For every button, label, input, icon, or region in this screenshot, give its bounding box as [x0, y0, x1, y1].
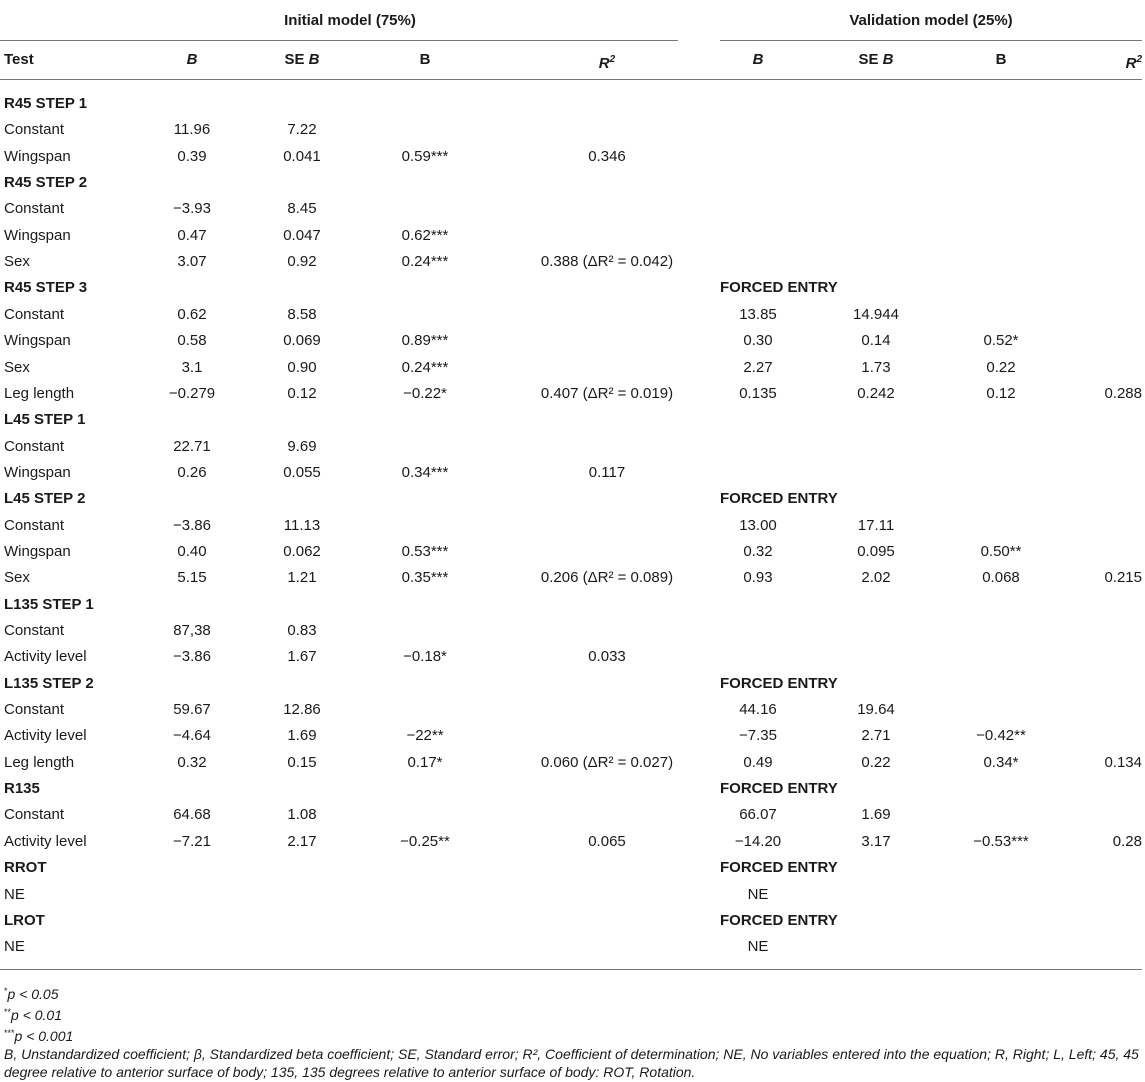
initial-se-b-cell: 9.69 [287, 437, 317, 455]
row-label: Sex [4, 358, 30, 376]
footnote-p01: **p < 0.01 [4, 1007, 63, 1023]
initial-b-cell: 3.07 [177, 253, 207, 271]
row-label: NE [4, 938, 25, 956]
initial-se-b-cell: 0.062 [283, 542, 321, 560]
section-row [0, 855, 1145, 881]
initial-se-b-cell: 1.08 [287, 806, 317, 824]
row-label: Wingspan [4, 147, 71, 165]
table-row [0, 302, 1145, 328]
initial-b-cell: 22.71 [173, 437, 211, 455]
validation-group-rule [720, 40, 1142, 41]
val-col-beta: B [995, 51, 1007, 68]
forced-entry-label: FORCED ENTRY [720, 911, 838, 929]
val-col-b: B [752, 51, 764, 68]
val-col-se-b: SE B [858, 51, 894, 68]
validation-r2-cell: 0.215 [1104, 569, 1142, 587]
footnotes [4, 982, 1139, 1081]
validation-se-b-cell: 17.11 [857, 516, 895, 534]
validation-beta-cell: 0.50** [980, 542, 1022, 560]
initial-beta-cell: 0.62*** [401, 226, 449, 244]
validation-se-b-cell: 2.02 [861, 569, 891, 587]
col-se-b: SE B [284, 51, 320, 68]
initial-beta-cell: 0.34*** [401, 463, 449, 481]
validation-beta-cell: 0.22 [986, 358, 1016, 376]
initial-se-b-cell: 1.21 [287, 569, 317, 587]
col-beta: B [419, 51, 431, 68]
initial-b-cell: −0.279 [168, 384, 216, 402]
row-label: Constant [4, 121, 65, 139]
validation-se-b-cell: 3.17 [861, 832, 891, 850]
col-test: Test [4, 51, 34, 68]
table-row [0, 117, 1145, 143]
initial-b-cell: 0.62 [177, 305, 207, 323]
row-label: Constant [4, 701, 65, 719]
validation-beta-cell: 0.52* [983, 332, 1019, 350]
validation-r2-cell: 0.288 [1104, 384, 1142, 402]
table-row [0, 934, 1145, 960]
validation-b-cell: 13.85 [739, 305, 777, 323]
initial-group-rule [0, 40, 678, 41]
validation-b-cell: 2.27 [743, 358, 773, 376]
row-label: Constant [4, 516, 65, 534]
initial-r2-cell: 0.407 (ΔR² = 0.019) [540, 384, 674, 402]
initial-se-b-cell: 0.83 [287, 622, 317, 639]
initial-beta-cell: −22** [406, 727, 444, 745]
section-row [0, 486, 1145, 512]
section-row [0, 776, 1145, 802]
section-row [0, 592, 1145, 618]
initial-se-b-cell: 2.17 [287, 832, 317, 850]
table-row [0, 355, 1145, 381]
initial-b-cell: 0.32 [177, 753, 207, 771]
validation-beta-cell: 0.12 [986, 384, 1016, 402]
row-label: Constant [4, 437, 65, 455]
initial-se-b-cell: 7.22 [287, 121, 317, 139]
table-row [0, 829, 1145, 855]
section-row [0, 908, 1145, 934]
forced-entry-label: FORCED ENTRY [720, 859, 838, 877]
validation-b-cell: 0.30 [743, 332, 773, 350]
initial-beta-cell: −0.25** [400, 832, 450, 850]
validation-se-b-cell: 0.22 [861, 753, 891, 771]
row-label: Sex [4, 253, 30, 271]
row-label: Wingspan [4, 332, 71, 350]
initial-se-b-cell: 0.069 [283, 332, 321, 350]
validation-b-cell: 0.135 [739, 384, 777, 402]
initial-b-cell: 87,38 [173, 622, 211, 639]
table-row [0, 249, 1145, 275]
initial-beta-cell: 0.53*** [401, 542, 449, 560]
row-label: NE [4, 885, 25, 903]
validation-b-cell: 0.32 [743, 542, 773, 560]
initial-se-b-cell: 0.90 [287, 358, 317, 376]
initial-b-cell: 0.40 [177, 542, 207, 560]
initial-se-b-cell: 12.86 [283, 701, 321, 719]
column-header-row [0, 47, 1145, 73]
footnote-abbreviations: B, Unstandardized coefficient; β, Standardized beta coefficient; SE, Standard error; R², Coefficient of determination; NE, No variables entered into the equation; R, Right; L, Left; 45, 45 degree relative to anterior surface of body; 135, 135 degrees relative to anterior surface of body: ROT, Rotation. [4, 1046, 1139, 1080]
section-label: LROT [4, 911, 45, 929]
initial-b-cell: 0.26 [177, 463, 207, 481]
validation-se-b-cell: 14.944 [853, 305, 899, 323]
col-b: B [186, 51, 198, 68]
row-label: Leg length [4, 753, 75, 771]
initial-r2-cell: 0.388 (ΔR² = 0.042) [540, 253, 674, 271]
validation-b-cell: NE [747, 885, 769, 903]
section-row [0, 275, 1145, 301]
validation-se-b-cell: 0.242 [857, 384, 895, 402]
section-label: R45 STEP 3 [4, 279, 88, 297]
table-row [0, 802, 1145, 828]
initial-beta-cell: 0.24*** [401, 253, 449, 271]
initial-beta-cell: 0.89*** [401, 332, 449, 350]
initial-b-cell: 59.67 [173, 701, 211, 719]
validation-se-b-cell: 1.69 [861, 806, 891, 824]
initial-se-b-cell: 1.67 [287, 648, 317, 666]
initial-b-cell: −3.86 [173, 648, 211, 666]
table-row [0, 434, 1145, 460]
initial-se-b-cell: 1.69 [287, 727, 317, 745]
table-row [0, 723, 1145, 749]
initial-se-b-cell: 8.58 [287, 305, 317, 323]
validation-b-cell: −7.35 [739, 727, 777, 745]
val-col-r2: $R^2$ [1125, 54, 1142, 72]
row-label: Activity level [4, 832, 87, 850]
row-label: Sex [4, 569, 30, 587]
row-label: Wingspan [4, 463, 71, 481]
validation-beta-cell: −0.53*** [973, 832, 1029, 850]
section-label: R135 [4, 780, 40, 798]
initial-r2-cell: 0.033 [588, 648, 626, 666]
initial-beta-cell: 0.24*** [401, 358, 449, 376]
table-row [0, 328, 1145, 354]
section-row [0, 91, 1145, 117]
initial-se-b-cell: 0.055 [283, 463, 321, 481]
section-row [0, 671, 1145, 697]
initial-b-cell: 0.39 [177, 147, 207, 165]
initial-se-b-cell: 0.12 [287, 384, 317, 402]
row-label: Activity level [4, 727, 87, 745]
validation-b-cell: 44.16 [739, 701, 777, 719]
initial-beta-cell: 0.17* [407, 753, 443, 771]
table-row [0, 644, 1145, 670]
row-label: Constant [4, 305, 65, 323]
section-label: L135 STEP 2 [4, 674, 94, 692]
table-row [0, 618, 1145, 644]
validation-r2-cell: 0.28 [1112, 832, 1142, 850]
header-rule [0, 79, 1142, 80]
row-label: Constant [4, 806, 65, 824]
validation-beta-cell: 0.34* [983, 753, 1019, 771]
row-label: Activity level [4, 648, 87, 666]
forced-entry-label: FORCED ENTRY [720, 674, 838, 692]
initial-b-cell: −3.93 [173, 200, 211, 218]
table-row [0, 144, 1145, 170]
footnote-p05: *p < 0.05 [4, 986, 59, 1002]
row-label: Wingspan [4, 542, 71, 560]
table-row [0, 223, 1145, 249]
initial-r2-cell: 0.060 (ΔR² = 0.027) [540, 753, 674, 771]
validation-b-cell: 13.00 [739, 516, 777, 534]
table-row [0, 460, 1145, 486]
validation-b-cell: 0.93 [743, 569, 773, 587]
row-label: Constant [4, 622, 65, 639]
row-label: Constant [4, 200, 65, 218]
forced-entry-label: FORCED ENTRY [720, 279, 838, 297]
section-label: R45 STEP 2 [4, 174, 88, 192]
footnote-p001: ***p < 0.001 [4, 1028, 74, 1044]
initial-b-cell: −4.64 [173, 727, 211, 745]
initial-se-b-cell: 11.13 [283, 516, 321, 534]
section-label: L45 STEP 1 [4, 411, 86, 429]
table-row [0, 750, 1145, 776]
bottom-rule [0, 969, 1142, 970]
section-label: R45 STEP 1 [4, 95, 88, 112]
validation-beta-cell: −0.42** [976, 727, 1026, 745]
validation-se-b-cell: 1.73 [861, 358, 891, 376]
forced-entry-label: FORCED ENTRY [720, 780, 838, 798]
section-label: L135 STEP 1 [4, 595, 94, 613]
initial-b-cell: −7.21 [173, 832, 211, 850]
initial-beta-cell: −0.22* [403, 384, 447, 402]
initial-model-header: Initial model (75%) [284, 12, 416, 29]
initial-beta-cell: −0.18* [403, 648, 447, 666]
initial-b-cell: −3.86 [173, 516, 211, 534]
initial-se-b-cell: 0.15 [287, 753, 317, 771]
initial-se-b-cell: 0.041 [283, 147, 321, 165]
initial-se-b-cell: 8.45 [287, 200, 317, 218]
initial-r2-cell: 0.346 [588, 147, 626, 165]
initial-r2-cell: 0.065 [588, 832, 626, 850]
table-row [0, 196, 1145, 222]
initial-beta-cell: 0.59*** [401, 147, 449, 165]
initial-se-b-cell: 0.92 [287, 253, 317, 271]
table-row [0, 697, 1145, 723]
validation-b-cell: −14.20 [734, 832, 782, 850]
validation-b-cell: 66.07 [739, 806, 777, 824]
table-row [0, 381, 1145, 407]
section-label: RROT [4, 859, 47, 877]
validation-model-header: Validation model (25%) [849, 12, 1013, 29]
validation-se-b-cell: 0.095 [857, 542, 895, 560]
initial-b-cell: 64.68 [173, 806, 211, 824]
section-label: L45 STEP 2 [4, 490, 86, 508]
initial-b-cell: 0.58 [177, 332, 207, 350]
initial-r2-cell: 0.206 (ΔR² = 0.089) [540, 569, 674, 587]
validation-se-b-cell: 2.71 [861, 727, 891, 745]
section-row [0, 170, 1145, 196]
validation-se-b-cell: 19.64 [857, 701, 895, 719]
section-row [0, 407, 1145, 433]
table-row [0, 513, 1145, 539]
validation-b-cell: 0.49 [743, 753, 773, 771]
initial-se-b-cell: 0.047 [283, 226, 321, 244]
row-label: Leg length [4, 384, 75, 402]
validation-r2-cell: 0.134 [1104, 753, 1142, 771]
validation-b-cell: NE [747, 938, 769, 956]
table-row [0, 565, 1145, 591]
initial-b-cell: 0.47 [177, 226, 207, 244]
initial-beta-cell: 0.35*** [401, 569, 449, 587]
initial-b-cell: 11.96 [173, 121, 211, 139]
col-r2: $R^2$ [598, 54, 616, 72]
initial-r2-cell: 0.117 [588, 463, 626, 481]
initial-b-cell: 5.15 [177, 569, 207, 587]
validation-beta-cell: 0.068 [982, 569, 1020, 587]
initial-b-cell: 3.1 [181, 358, 203, 376]
table-row [0, 882, 1145, 908]
validation-se-b-cell: 0.14 [861, 332, 891, 350]
row-label: Wingspan [4, 226, 71, 244]
forced-entry-label: FORCED ENTRY [720, 490, 838, 508]
table-row [0, 539, 1145, 565]
